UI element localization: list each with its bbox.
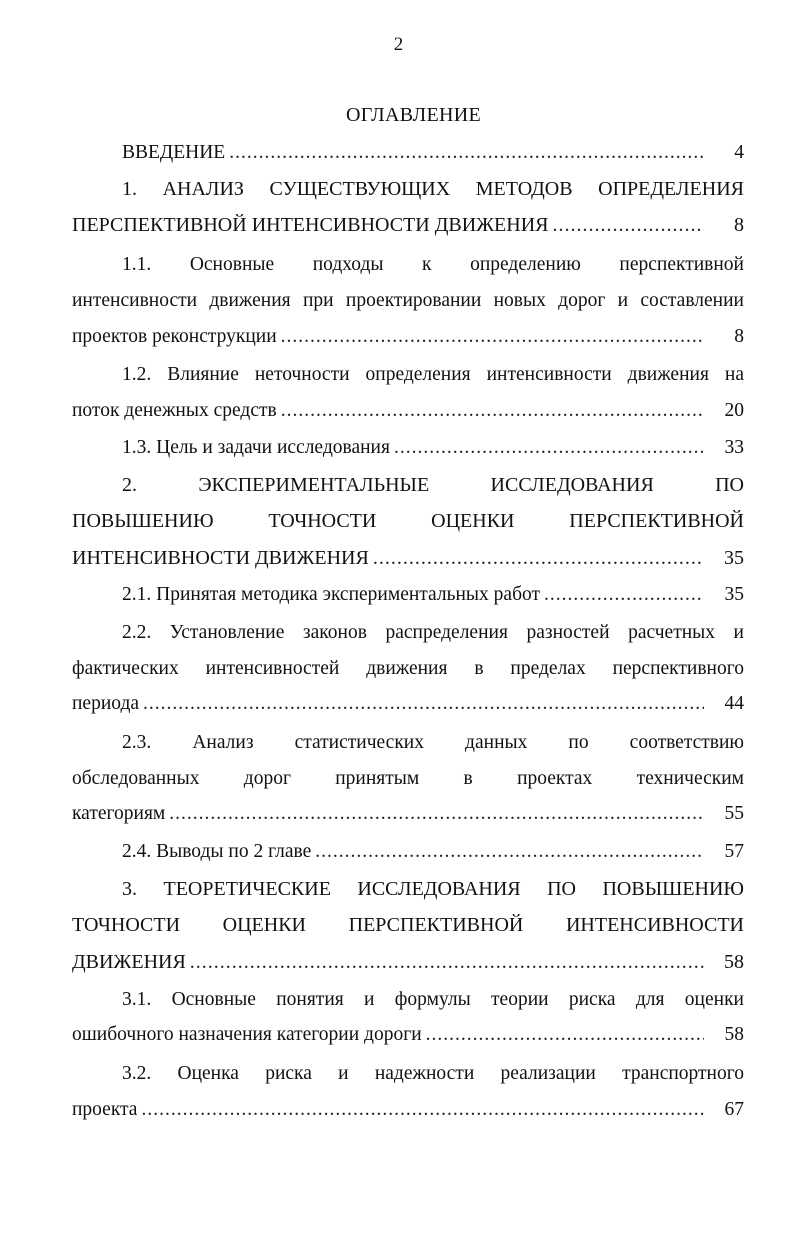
dot-leader [281, 324, 704, 350]
toc-page-number: 58 [724, 951, 744, 973]
dot-leader [169, 801, 704, 827]
toc-chapter-2-line-3 [72, 545, 744, 571]
dot-leader [373, 545, 704, 571]
toc-page-number: 20 [724, 400, 744, 421]
dot-leader [190, 949, 704, 975]
toc-chapter-1-line-2 [72, 212, 744, 238]
toc-section-1-2-line-1: 1.2. Влияние неточности определения интенсивности движения на [122, 364, 744, 385]
toc-chapter-1-line-1: 1. АНАЛИЗ СУЩЕСТВУЮЩИХ МЕТОДОВ ОПРЕДЕЛЕНИЯ [122, 178, 744, 200]
toc-entry-text: 2.1. Принятая методика экспериментальных работ [122, 584, 541, 605]
toc-entry-text: периода [72, 693, 140, 714]
toc-page-number: 33 [724, 437, 744, 458]
toc-entry-text: ошибочного назначения категории дороги [72, 1024, 422, 1045]
toc-chapter-3-line-2: ТОЧНОСТИ ОЦЕНКИ ПЕРСПЕКТИВНОЙ ИНТЕНСИВНОСТИ [72, 914, 744, 936]
toc-section-1-1-line-1: 1.1. Основные подходы к определению перспективной [122, 254, 744, 275]
toc-page-number: 35 [724, 547, 744, 569]
toc-entry-text: проекта [72, 1099, 138, 1120]
toc-section-2-3-line-2: обследованных дорог принятым в проектах техническим [72, 768, 744, 789]
toc-chapter-2-line-2: ПОВЫШЕНИЮ ТОЧНОСТИ ОЦЕНКИ ПЕРСПЕКТИВНОЙ [72, 510, 744, 532]
dot-leader [143, 691, 704, 717]
toc-entry-text: 2.4. Выводы по 2 главе [122, 841, 312, 862]
toc-chapter-3-line-1: 3. ТЕОРЕТИЧЕСКИЕ ИССЛЕДОВАНИЯ ПО ПОВЫШЕНИЮ [122, 878, 744, 900]
toc-section-1-2-line-2 [72, 398, 744, 424]
toc-entry-text: проектов реконструкции [72, 326, 277, 347]
toc-entry-text: ВВЕДЕНИЕ [122, 142, 226, 163]
page-number: 2 [393, 34, 404, 55]
dot-leader [315, 839, 704, 865]
toc-page-number: 44 [724, 693, 744, 714]
toc-section-3-2-line-1: 3.2. Оценка риска и надежности реализации транспортного [122, 1063, 744, 1084]
toc-entry-text: ИНТЕНСИВНОСТИ ДВИЖЕНИЯ [72, 547, 369, 569]
toc-chapter-3-line-3 [72, 949, 744, 975]
toc-entry-text: 1.3. Цель и задачи исследования [122, 437, 390, 458]
toc-section-3-1-line-2 [72, 1022, 744, 1048]
toc-section-2-2-line-2: фактических интенсивностей движения в пределах перспективного [72, 658, 744, 679]
toc-section-2-3-line-3 [72, 801, 744, 827]
toc-page-number: 67 [724, 1099, 744, 1120]
dot-leader [281, 398, 704, 424]
toc-chapter-2-line-1: 2. ЭКСПЕРИМЕНТАЛЬНЫЕ ИССЛЕДОВАНИЯ ПО [122, 474, 744, 496]
dot-leader [426, 1022, 704, 1048]
toc-section-3-2-line-2 [72, 1097, 744, 1123]
toc-section-1-3 [72, 435, 744, 461]
toc-page-number: 35 [724, 584, 744, 605]
toc-page-number: 8 [734, 214, 744, 236]
dot-leader [394, 435, 704, 461]
dot-leader [229, 140, 704, 166]
toc-section-2-2-line-3 [72, 691, 744, 717]
toc-page-number: 57 [724, 841, 744, 862]
toc-section-2-2-line-1: 2.2. Установление законов распределения разностей расчетных и [122, 622, 744, 643]
toc-section-3-1-line-1: 3.1. Основные понятия и формулы теории риска для оценки [122, 989, 744, 1010]
toc-entry-text: ДВИЖЕНИЯ [72, 951, 186, 973]
toc-entry-text: ПЕРСПЕКТИВНОЙ ИНТЕНСИВНОСТИ ДВИЖЕНИЯ [72, 214, 549, 236]
toc-section-2-1 [72, 582, 744, 608]
toc-entry-text: поток денежных средств [72, 400, 277, 421]
toc-section-2-3-line-1: 2.3. Анализ статистических данных по соответствию [122, 732, 744, 753]
toc-page-number: 4 [734, 142, 744, 163]
toc-section-1-1-line-3 [72, 324, 744, 350]
dot-leader [553, 212, 704, 238]
toc-page-number: 55 [724, 803, 744, 824]
toc-page-number: 8 [734, 326, 744, 347]
toc-entry-introduction [72, 140, 744, 166]
toc-entry-text: категориям [72, 803, 166, 824]
dot-leader [544, 582, 704, 608]
toc-title: ОГЛАВЛЕНИЕ [346, 104, 481, 126]
toc-section-1-1-line-2: интенсивности движения при проектировании новых дорог и составлении [72, 290, 744, 311]
toc-section-2-4 [72, 839, 744, 865]
toc-page-number: 58 [724, 1024, 744, 1045]
dot-leader [141, 1097, 704, 1123]
